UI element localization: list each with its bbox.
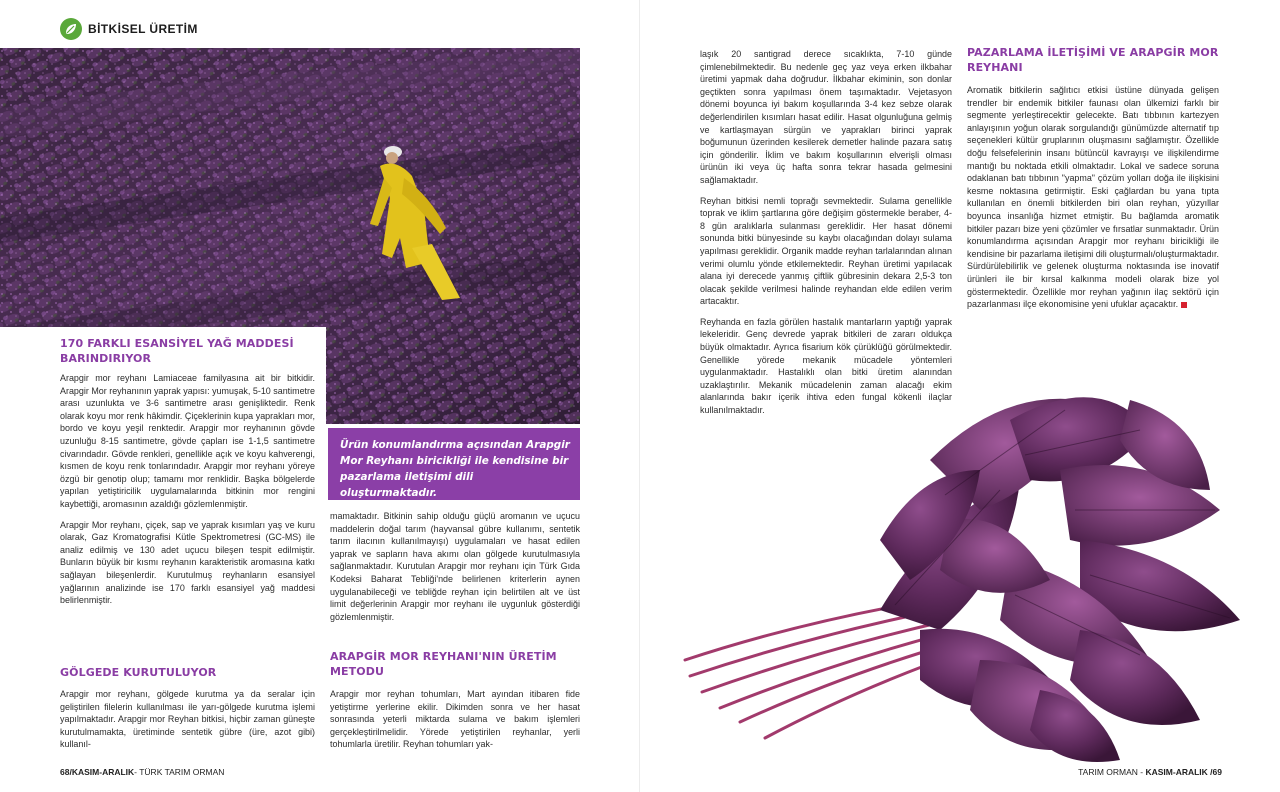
section-title: BİTKİSEL ÜRETİM [88, 22, 198, 36]
paragraph: Arapgir mor reyhanı, gölgede kurutma ya da seralar için geliştirilen filelerin kullanılması ile yarı-gölgede kurutma işlemi yapılmaktadır. Arapgir mor Reyhan bitkisi, hiçbir zaman güneşte kurutulmamakta, üretiminde sentetik gübre (üre, azot gibi) kullanıl- [60, 689, 315, 750]
heading-production-method: ARAPGİR MOR REYHANI'NIN ÜRETİM METODU [330, 650, 557, 678]
magazine-right: TARIM ORMAN [1078, 767, 1138, 777]
heading-marketing: PAZARLAMA İLETİŞİMİ VE ARAPGİR MOR REYHANI [967, 46, 1219, 74]
paragraph: laşık 20 santigrad derece sıcaklıkta, 7-10 günde çimlenebilmektedir. Bu nedenle geç yaz veya erken ilkbahar üretimi yapmak daha doğrudur. İlkbahar ekiminin, son donlar geçtikten sonra yapılması önem taşımaktadır. Vejetasyon dönemi boyunca iyi bakım koşullarında 3-4 kez sebze olarak değerlendirilen kısımları hasat edilir. Hasat olgunluğuna gelmiş ve kartlaşmayan sürgün ve yaprakları birinci yaprak boğumunun üzerinden kesilerek demetler halinde pazara satış için gönderilir. İklim ve bakım koşullarının elverişli olması ürünün iki veya üç hafta sonra tekrar hasada gelmesini sağlamaktadır. [700, 49, 952, 185]
magazine-left: TÜRK TARIM ORMAN [139, 767, 225, 777]
left-column-text-2 [60, 688, 315, 759]
middle-column-text [330, 510, 580, 631]
paragraph: mamaktadır. Bitkinin sahip olduğu güçlü aromanın ve uçucu maddelerin doğal tarım (hayvansal gübre kullanımı, sentetik tarım ilacının kullanılmayışı) uygulamaları ve hasat edilen yaprak ve sapların hava akımı olan gölgede kurutulmasıyla sağlanmaktadır. Kurutulan Arapgir mor reyhanı için Türk Gıda Kodeksi Baharat Tebliği'nde belirlenen kriterlerin aynen uygulanabileceği ve tebliğde reyhan için belirtilen alt ve üst limit değerlerinin Arapgir mor reyhanı ile uygunluk gösterdiği gözlemlenmiştir. [330, 511, 580, 622]
paragraph: Arapgir mor reyhanı Lamiaceae familyasına ait bir bitkidir. Arapgir Mor reyhanının yaprak yapısı: yumuşak, 5-10 santimetre arası uzunlukta ve 3-6 santimetre arası genişliktedir. Renk olarak koyu mor renk hâkimdir. Çiçeklerinin kupa yaprakları mor, bordo ve koyu yeşil renktedir. Arapgir mor reyhanının gövde uzunluğu 8-15 santimetre, gövde çapları ise 1-1,5 santimetre civarındadır. Gövde renkleri, genellikle açık ve koyu kahverengi, kısmen de koyu renk tonlarındadır. Arapgir mor reyhanı yöreye özgü bir genotip olup; tamamı mor renklidir. Başka bölgelerde yapılan yetiştiricilik uygulamalarında bitkinin mor rengini kaybettiği, aromasının azaldığı gözlemlenmiştir. [60, 373, 315, 509]
end-of-article-mark [1181, 302, 1187, 308]
right-column-2-text [967, 84, 1219, 319]
paragraph: Reyhanda en fazla görülen hastalık mantarların yaptığı yaprak lekeleridir. Genç devrede yaprak bitkileri de zararı oldukça büyük olmaktadır. Ayrıca fisarium kök çürüklüğü görülmektedir. Genellikle yörede mekanik mücadele yöntemleri uygulanmaktadır. Hastalıklı olan bitki üretim alanından uzaklaştırılır. Mekanik mücadelenin zaman alacağı ekim alanlarında bakır içerik ihtiva eden fungal kökenli ilaçlar kullanılmaktadır. [700, 316, 952, 416]
heading-shade-drying: GÖLGEDE KURUTULUYOR [60, 666, 217, 679]
leaf-logo-icon [60, 18, 82, 40]
footer-left: 68/KASIM-ARALIK- TÜRK TARIM ORMAN [60, 767, 225, 777]
section-header [60, 16, 198, 42]
issue-left: KASIM-ARALIK [71, 767, 135, 777]
paragraph: Aromatik bitkilerin sağlıtıcı etkisi üstüne dünyada gelişen trendler bir endemik bitkiler faunası olan ülkemizi farklı bir segmente yerleştirecektir gelecekte. Batı tıbbının kartezyen anlayışının yoğun olarak sorgulandığı günümüzde alternatif tıp seçenekleri kültür gruplarının oluşmasını sağlamıştır. Özellikle doğu felsefelerinin insanı bütüncül kavrayışı ve ilişkilendirme mantığı bu noktada etkili olmaktadır. Lokal ve sadece soruna odaklanan batı tıbbının "yapma" çözüm yolları doğa ile ilişkisini kesme noktasına getirmiştir. Eski çağlardan bu yana tıpta kullanılan en önemli bitkilerden biri olan reyhan, yüzyıllar boyunca insanlığa hizmet etmiştir. Bu bağlamda aromatik bitkiler pazarı bize yeni çözümler ve fırsatlar sunmaktadır. Ürün konumlandırma açısından Arapgir mor reyhanı biricikliği ile kendisine bir pazarlama iletişimi dili oluşturmalı/oluşturmaktadır. Sürdürülebilirlik ve gelenek oluşturma noktasında ise inovatif ürünleri ile bir kırsal kalkınma modeli olarak bize yol göstermektedir. Özellikle mor reyhan yağının ilaç sektörü için pazarlanması ilçe ekonomisine yeni ufuklar açacaktır. [967, 85, 1219, 310]
page-number-left: 68 [60, 767, 70, 777]
pull-quote-text: Ürün konumlandırma açısından Arapgir Mor Reyhanı biricikliği ile kendisine bir pazarlama iletişimi dili oluşturmaktadır. [340, 439, 570, 499]
heading-essential-oils: 170 FARKLI ESANSİYEL YAĞ MADDESİ BARINDIRIYOR [60, 337, 294, 365]
page-number-right: 69 [1212, 767, 1222, 777]
issue-right: KASIM-ARALIK [1145, 767, 1208, 777]
paragraph: Arapgir Mor reyhanı, çiçek, sap ve yaprak kısımları yaş ve kuru olarak, Gaz Kromatografisi Kütle Spektrometresi (GC-MS) ile analiz edilmiş ve 130 adet uçucu bileşen tespit edilmiştir. Bunların büyük bir kısmı reyhanın karakteristik aromasına katkı sağlayan bileşenlerdir. Kurutulmuş reyhanların esansiyel yağlarının analizinde ise 170 farklı esansiyel yağ maddesi belirlenmiştir. [60, 519, 315, 606]
purple-basil-bunch-photo [680, 360, 1260, 780]
left-column-text [60, 372, 315, 615]
basil-leaves [880, 397, 1240, 762]
pull-quote-box [328, 428, 580, 500]
footer-right: TARIM ORMAN - KASIM-ARALIK /69 [1078, 767, 1222, 777]
middle-column-text-2 [330, 688, 580, 759]
paragraph: Arapgir mor reyhan tohumları, Mart ayından itibaren fide yetiştirme yerlerine ekilir. Dikimden sonra ve her hasat sonrasında yeterli miktarda sulama ve bakım işlemleri gerçekleştirilmelidir. Yörede yetiştirilen reyhanlar, yerli tohumlarla üretilir. Reyhan tohumları yak- [330, 689, 580, 750]
paragraph: Reyhan bitkisi nemli toprağı sevmektedir. Sulama genellikle toprak ve iklim şartlarına göre değişim göstermekle beraber, 4-8 gün aralıklarla sulanması gereklidir. Her hasat dönemi sonunda bitki bünyesinde su kaybı olacağından dolayı sulama yapılması gereklidir. Organik madde reyhan tarlalarından alınan verimi olumlu yönde etkilemektedir. Reyhan üretimi yapılacak alana iyi derecede yanmış çiftlik gübresinin dekara 2,5-3 ton olacak şekilde verilmesi halinde reyhandan elde edilen verim artacaktır. [700, 195, 952, 307]
